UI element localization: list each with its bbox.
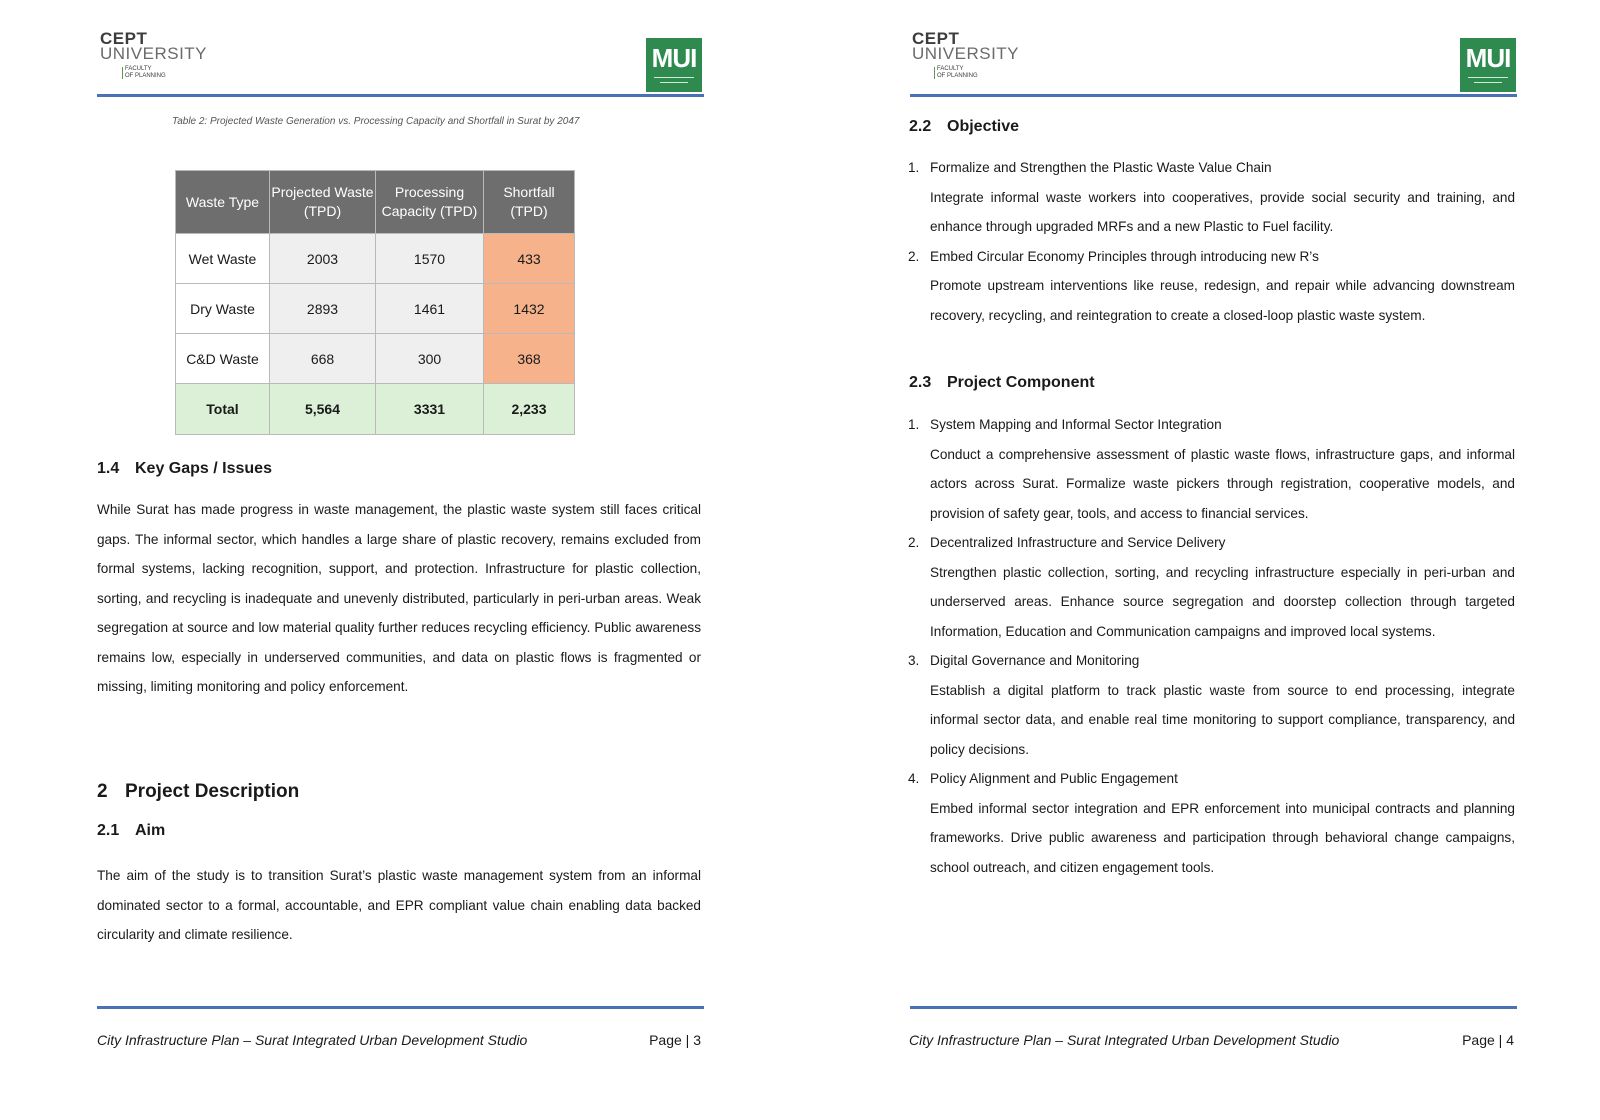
table-cell: 2893 <box>270 284 376 334</box>
table-row <box>176 334 575 384</box>
list-item-description: Conduct a comprehensive assessment of plastic waste flows, infrastructure gaps, and informal actors across Surat. Formalize waste pickers through registration, cooperative models, and provision of safety gear, tools, and access to financial services. <box>930 446 1515 521</box>
cept-university-logo: CEPT UNIVERSITY FACULTY OF PLANNING <box>100 29 208 79</box>
table-row <box>176 284 575 334</box>
table-cell: 2,233 <box>484 384 575 435</box>
table-cell: 668 <box>270 334 376 384</box>
table-cell: 1461 <box>376 284 484 334</box>
components-list <box>908 410 1515 882</box>
table-header: Shortfall (TPD) <box>484 171 575 234</box>
list-item-description: Establish a digital platform to track plastic waste from source to end processing, integrate informal sector data, and enable real time monitoring to support compliance, transparency, and policy decisions. <box>930 682 1515 757</box>
table-cell: 300 <box>376 334 484 384</box>
list-item-title: Decentralized Infrastructure and Service Delivery <box>930 535 1226 550</box>
list-item-title: Digital Governance and Monitoring <box>930 653 1140 668</box>
header-rule <box>97 94 704 97</box>
list-item: 1. Formalize and Strengthen the Plastic Waste Value Chain Integrate informal waste workers into cooperatives, provide social security and training, and enhance through upgraded MRFs and a new Plastic to Fuel facility. <box>930 153 1515 242</box>
section-heading-2-3: 2.3 Project Component <box>909 374 1095 391</box>
section-heading-1-4: 1.4 Key Gaps / Issues <box>97 460 272 477</box>
list-item-title: Embed Circular Economy Principles through introducing new R’s <box>930 248 1319 264</box>
table-cell: 1570 <box>376 234 484 284</box>
table-caption: Table 2: Projected Waste Generation vs. Processing Capacity and Shortfall in Surat by 2047 <box>172 116 580 127</box>
list-item: 3. Digital Governance and Monitoring Establish a digital platform to track plastic waste from source to end processing, integrate informal sector data, and enable real time monitoring to support compliance, transparency, and policy decisions. <box>930 646 1515 764</box>
table-cell: Dry Waste <box>176 284 270 334</box>
table-cell: 368 <box>484 334 575 384</box>
list-item: 2. Embed Circular Economy Principles through introducing new R’s Promote upstream interventions like reuse, redesign, and repair while advancing downstream recovery, recycling, and reintegration to create a closed-loop plastic waste system. <box>930 242 1515 331</box>
list-item: 1. System Mapping and Informal Sector Integration Conduct a comprehensive assessment of plastic waste flows, infrastructure gaps, and informal actors across Surat. Formalize waste pickers through registration, cooperative models, and provision of safety gear, tools, and access to financial services. <box>930 410 1515 528</box>
table-cell: 5,564 <box>270 384 376 435</box>
footer-title: City Infrastructure Plan – Surat Integrated Urban Development Studio <box>909 1032 1340 1048</box>
header-rule <box>910 94 1517 97</box>
list-item: 2. Decentralized Infrastructure and Service Delivery Strengthen plastic collection, sorting, and recycling infrastructure especially in peri-urban and underserved areas. Enhance source segregation and doorstep collection through targeted Information, Education and Communication campaigns and improved local systems. <box>930 528 1515 646</box>
list-item-title: Formalize and Strengthen the Plastic Waste Value Chain <box>930 160 1272 175</box>
cept-university-logo: CEPT UNIVERSITY FACULTY OF PLANNING <box>912 29 1020 79</box>
waste-table <box>175 170 575 435</box>
table-total-row <box>176 384 575 435</box>
table-header: Projected Waste (TPD) <box>270 171 376 234</box>
list-item-description: Integrate informal waste workers into cooperatives, provide social security and training, and enhance through upgraded MRFs and a new Plastic to Fuel facility. <box>930 189 1515 234</box>
mui-logo: MUI <box>646 38 702 92</box>
table-cell: 3331 <box>376 384 484 435</box>
table-cell: 2003 <box>270 234 376 284</box>
section-heading-2-2: 2.2 Objective <box>909 118 1020 135</box>
page-number: Page | 4 <box>1462 1032 1514 1048</box>
list-item-title: System Mapping and Informal Sector Integration <box>930 417 1222 432</box>
table-cell: 433 <box>484 234 575 284</box>
list-item-title: Policy Alignment and Public Engagement <box>930 771 1178 786</box>
footer-rule <box>97 1006 704 1009</box>
list-item-description: Embed informal sector integration and EPR enforcement into municipal contracts and planning frameworks. Drive public awareness and participation through behavioral change campaigns, school outreach, and citizen engagement tools. <box>930 800 1515 875</box>
key-gaps-paragraph: While Surat has made progress in waste management, the plastic waste system still faces critical gaps. The informal sector, which handles a large share of plastic recovery, remains excluded from formal systems, lacking recognition, support, and protection. Infrastructure for plastic collection, sorting, and recycling is inadequate and unevenly distributed, particularly in peri-urban areas. Weak segregation at source and low material quality further reduces recycling efficiency. Public awareness remains low, especially in underserved communities, and data on plastic flows is fragmented or missing, limiting monitoring and policy enforcement. <box>97 502 701 694</box>
section-heading-2-1: 2.1 Aim <box>97 822 166 839</box>
list-item-description: Promote upstream interventions like reuse, redesign, and repair while advancing downstream recovery, recycling, and reintegration to create a closed-loop plastic waste system. <box>930 278 1515 323</box>
table-header: Processing Capacity (TPD) <box>376 171 484 234</box>
list-item-description: Strengthen plastic collection, sorting, and recycling infrastructure especially in peri-urban and underserved areas. Enhance source segregation and doorstep collection through targeted Information, Education and Communication campaigns and improved local systems. <box>930 564 1515 639</box>
section-heading-2: 2 Project Description <box>97 781 300 802</box>
table-cell: C&D Waste <box>176 334 270 384</box>
footer-title: City Infrastructure Plan – Surat Integrated Urban Development Studio <box>97 1032 528 1048</box>
page-number: Page | 3 <box>649 1032 701 1048</box>
list-item: 4. Policy Alignment and Public Engagement Embed informal sector integration and EPR enforcement into municipal contracts and planning frameworks. Drive public awareness and participation through behavioral change campaigns, school outreach, and citizen engagement tools. <box>930 764 1515 882</box>
table-header: Waste Type <box>176 171 270 234</box>
footer-rule <box>910 1006 1517 1009</box>
table-cell: 1432 <box>484 284 575 334</box>
mui-logo: MUI <box>1460 38 1516 92</box>
table-cell: Wet Waste <box>176 234 270 284</box>
objectives-list <box>908 153 1515 330</box>
aim-paragraph: The aim of the study is to transition Surat’s plastic waste management system from an informal dominated sector to a formal, accountable, and EPR compliant value chain enabling data backed circularity and climate resilience. <box>97 868 701 942</box>
table-row <box>176 234 575 284</box>
table-cell: Total <box>176 384 270 435</box>
